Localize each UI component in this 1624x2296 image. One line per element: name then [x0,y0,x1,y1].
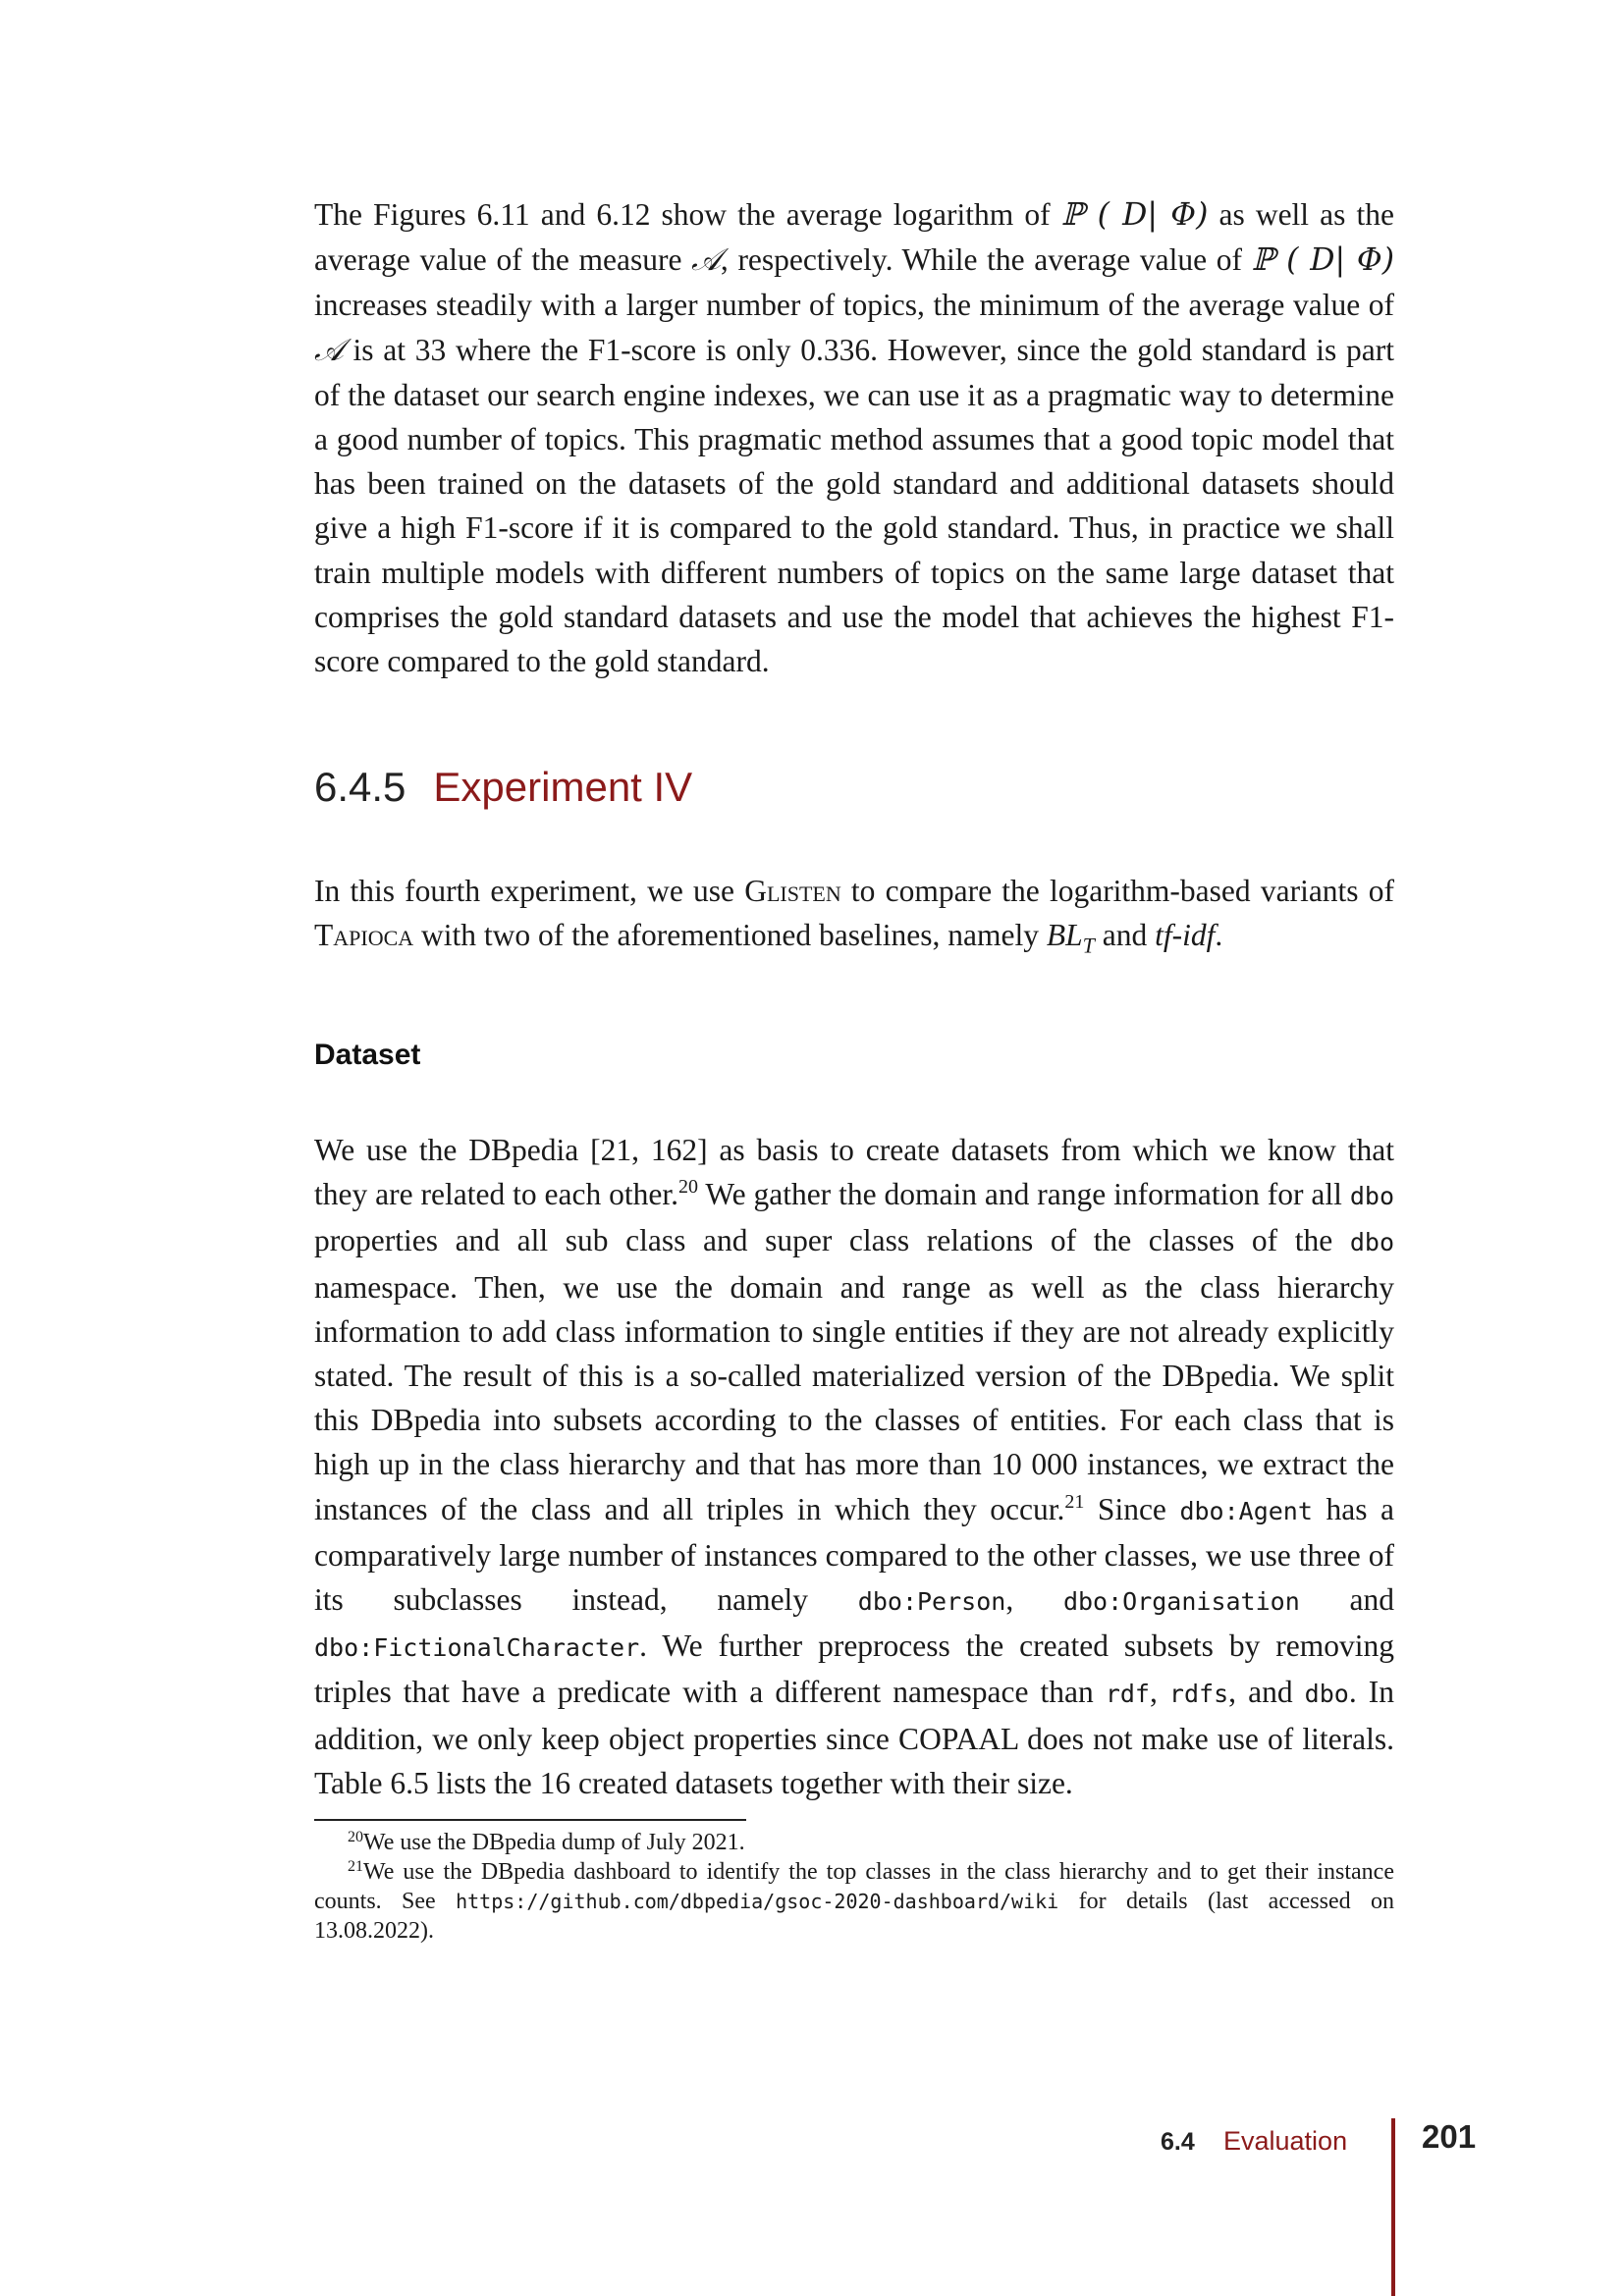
paragraph2-text-5: . [1215,918,1223,953]
paragraph3-text-6: has a comparatively large number of instances compared to the other classes, we use three of its subclasses instead, namely [314,1491,1394,1618]
paragraph1-text-1: The Figures 6.11 and 6.12 show the average logarithm of [314,197,1061,232]
code-dbo-person: dbo:Person [857,1587,1006,1617]
section-title: Experiment IV [433,764,693,810]
section-number: 6.4.5 [314,764,406,810]
paragraph2-text-2: to compare the logarithm-based variants of [840,874,1394,908]
paragraph3-text-12: . In addition, we only keep object properties since COPAAL does not make use of literals. Table 6.5 lists the 16 created datasets together with their size. [314,1675,1394,1800]
glisten-name: Glisten [744,874,841,908]
code-dbo: dbo [1304,1680,1349,1709]
code-dbo-fictional-character: dbo:FictionalCharacter [314,1633,640,1663]
code-rdf: rdf [1105,1680,1150,1709]
footnote-21 [314,1857,1394,1946]
baseline-bl-base: BL [1046,918,1083,953]
paragraph3-text-9: . We further preprocess the created subsets by removing triples that have a predicate with a different namespace than [314,1629,1394,1710]
paragraph3-text-11: , and [1228,1675,1305,1710]
footnote-21-mark: 21 [348,1858,363,1875]
section-heading [314,764,692,811]
paragraph1-text-4: increases steadily with a larger number of topics, the minimum of the average value of [314,288,1394,323]
paragraph1-text-2: as well as the average value of the measure [314,197,1394,278]
measure-a-symbol: 𝒜 [691,242,721,279]
code-dbo: dbo [1349,1182,1394,1211]
paragraph2-text-3: with two of the aforementioned baselines, namely [413,918,1047,953]
footnote-21-text-2: for details (last accessed on 13.08.2022). [314,1889,1395,1944]
paragraph-average-logarithm [314,192,1394,683]
code-dbo-agent: dbo:Agent [1179,1496,1313,1525]
footnote-ref-21[interactable]: 21 [1064,1490,1085,1513]
footer-section-title: Evaluation [1223,2126,1348,2156]
page-footer [0,2110,1624,2169]
tapioca-name: Tapioca [314,918,414,953]
paragraph3-text-10: , [1149,1675,1169,1710]
margin-accent-bar [1391,2118,1395,2296]
subsection-heading: Dataset [314,1039,421,1071]
footnote-21-text-1: We use the DBpedia dashboard to identify the top classes in the class hierarchy and to get their instance counts. See [314,1859,1394,1914]
paragraph2-text-4: and [1094,918,1156,953]
code-rdfs: rdfs [1168,1680,1229,1709]
footnote-20-text: We use the DBpedia dump of July 2021. [363,1830,745,1855]
footnote-ref-20[interactable]: 20 [678,1176,699,1199]
code-dbo-organisation: dbo:Organisation [1062,1587,1300,1617]
page-number: 201 [1422,2118,1477,2155]
paragraph3-text-7: , [1005,1582,1063,1618]
baseline-tfidf: tf-idf [1155,918,1216,953]
paragraph3-text-8: and [1299,1582,1394,1618]
baseline-bl [1046,918,1095,958]
paragraph2-text-1: In this fourth experiment, we use [314,874,745,908]
footnote-20 [314,1828,1394,1857]
footnote-21-url-link[interactable]: https://github.com/dbpedia/gsoc-2020-dashboard/wiki [456,1890,1059,1913]
paragraph1-text-5: is at 33 where the F1-score is only 0.336. However, since the gold standard is part of the dataset our search engine indexes, we can use it as a pragmatic way to determine a good number of topics. This pragmatic method assumes that a good topic model that has been trained on the datasets of the gold standard and additional datasets should give a high F1-score if it is compared to the gold standard. Thus, in practice we shall train multiple models with different numbers of topics on the same large dataset that comprises the gold standard datasets and use the model that achieves the highest F1-score compared to the gold standard. [314,332,1394,679]
paragraph-experiment-intro [314,869,1394,968]
measure-a-symbol: 𝒜 [314,332,344,368]
footnotes [314,1828,1394,1946]
probability-expression: ℙ ( D| Φ) [1060,197,1209,233]
paragraph3-text-5: Since [1084,1491,1180,1526]
footnote-separator [314,1819,746,1821]
paragraph3-text-4: namespace. Then, we use the domain and range as well as the class hierarchy information to add class information to single entities if they are not already explicitly stated. The result of this is a so-called materialized version of the DBpedia. We split this DBpedia into subsets according to the classes of entities. For each class that is high up in the class hierarchy and that has more than 10 000 instances, we extract the instances of the class and all triples in which they occur. [314,1269,1394,1526]
paragraph3-text-1: We use the DBpedia [21, 162] as basis to create datasets from which we know that they are related to each other. [314,1133,1394,1212]
code-dbo: dbo [1349,1228,1394,1257]
probability-expression: ℙ ( D| Φ) [1251,242,1395,279]
baseline-bl-subscript: T [1082,933,1095,958]
paragraph-dataset-description [314,1128,1394,1805]
paragraph1-text-3: , respectively. While the average value of [720,242,1252,278]
paragraph3-text-2: We gather the domain and range information for all [698,1177,1350,1212]
footer-section-number: 6.4 [1161,2128,1195,2156]
footnote-20-mark: 20 [348,1829,363,1845]
paragraph3-text-3: properties and all sub class and super class relations of the classes of the [314,1223,1350,1258]
